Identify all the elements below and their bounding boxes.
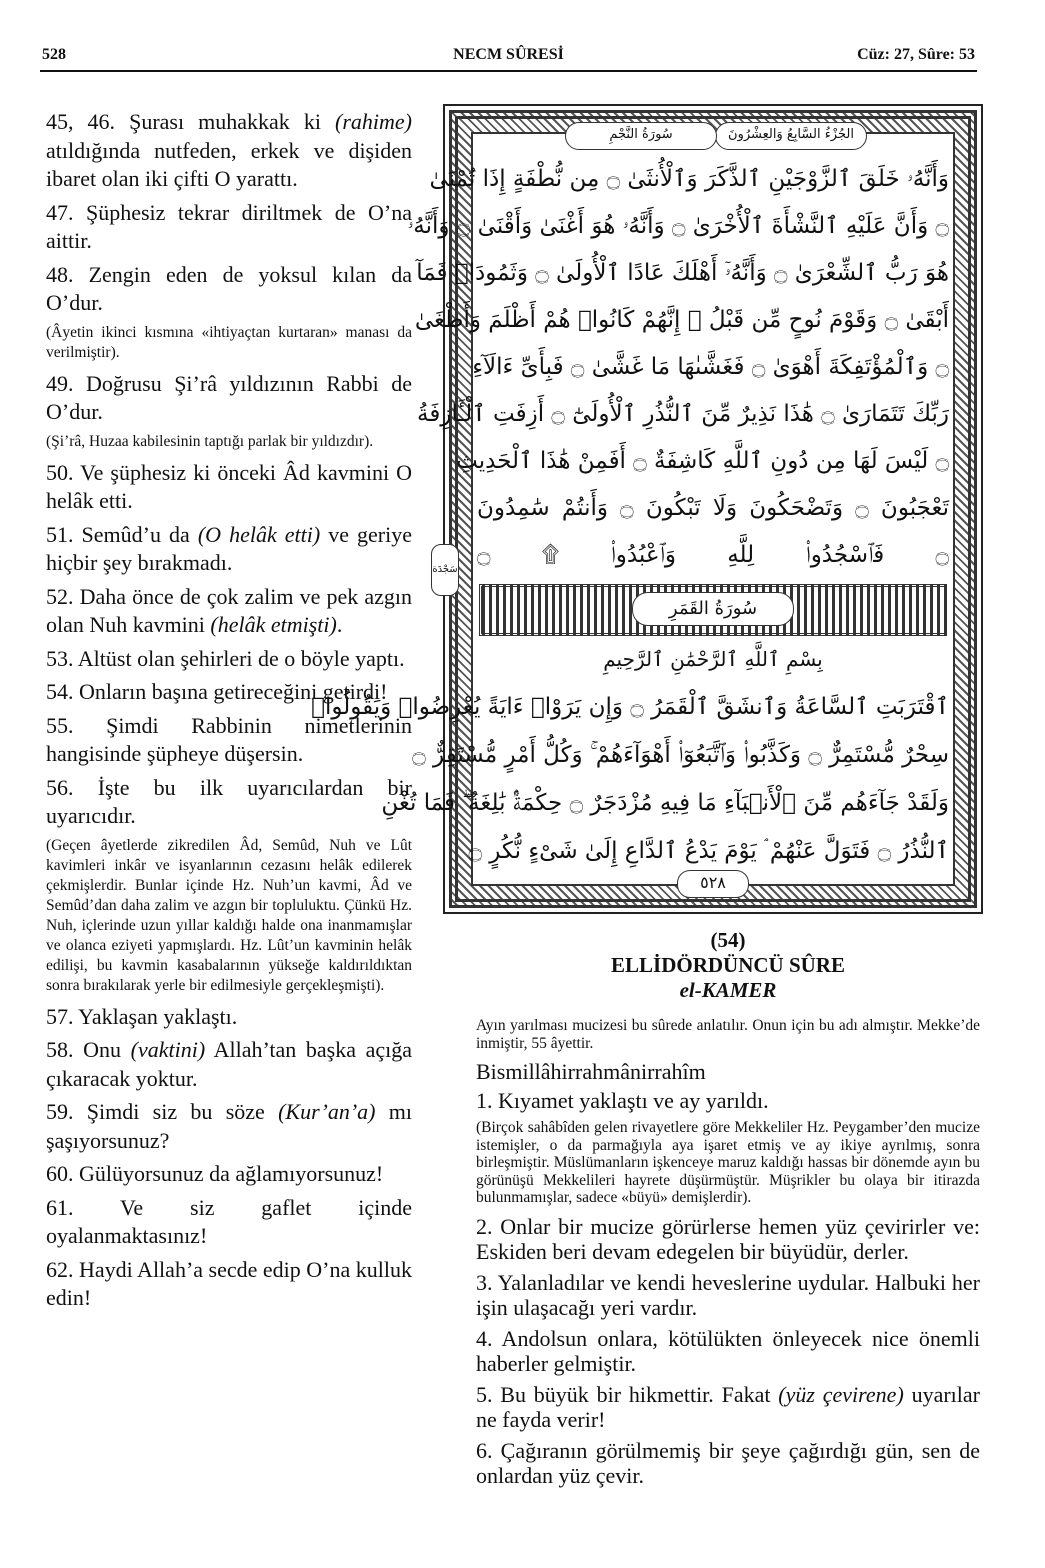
text: 51. Semûd’u da <box>46 521 198 547</box>
bismillah-arabic: بِسْمِ ٱللَّهِ ٱلرَّحْمَٰنِ ٱلرَّحِيمِ <box>603 647 823 671</box>
text: (Şi’râ, Huzaa kabilesinin taptığı parlak bir yıldızdır). <box>46 432 374 450</box>
verse <box>46 1098 412 1155</box>
verse <box>46 370 412 427</box>
text: 47. Şüphesiz tekrar diriltmek de O’na aittir. <box>46 199 412 253</box>
text: 50. Ve şüphesiz ki önceki Âd kavmini O helâk etti. <box>46 459 412 513</box>
page-header <box>40 44 977 72</box>
text: 48. Zengin eden de yoksul kılan da O’dur. <box>46 261 412 315</box>
arabic-line: هُوَ رَبُّ ٱلشِّعْرَىٰ ۝ وَأَنَّهُۥٓ أَهْلَكَ عَادًا ٱلْأُولَىٰ ۝ وَثَمُودَا۟ فَمَآ <box>416 260 949 286</box>
italic-text: (helâk etmişti) <box>210 612 337 637</box>
text: 56. İşte bu ilk uyarıcılardan bir uyarıcıdır. <box>46 774 412 828</box>
text: 59. Şimdi siz bu söze <box>46 1099 279 1124</box>
arabic-page-number: ٥٢٨ <box>677 870 749 898</box>
sura-name: ELLİDÖRDÜNCÜ SÛRE <box>611 953 845 977</box>
text: 58. Onu <box>46 1037 131 1062</box>
verse <box>46 645 412 674</box>
text: 3. Yalanladılar ve kendi heveslerine uydular. Halbuki her işin ulaşacağı yeri vardır. <box>476 1269 980 1320</box>
text: 57. Yaklaşan yaklaştı. <box>46 1003 238 1029</box>
footnote <box>46 432 412 452</box>
sura-label-arabic: سُورَةُ النَّجْمِ <box>565 122 717 150</box>
verse <box>46 1194 412 1251</box>
text: 53. Altüst olan şehirleri de o böyle yaptı. <box>46 645 405 671</box>
verse <box>46 1036 412 1093</box>
text: (Geçen âyetlerde zikredilen Âd, Semûd, Nuh ve Lût kavimleri inkâr ve isyanlarının cezasını helâk edilerek çekmişlerdir. Bunlar içinde Hz. Nuh’un kavmi, Âd ve Semûd’dan daha zalim ve azgın bir topluluktu. Çünkü Hz. Nuh, içlerinde uzun yıllar kaldığı halde ona inanmamışlar ve olanca eziyeti yapmışlardı. Hz. Lût’un kavminin helâk edilişi, bu kavmin kasabalarının yükseğe kaldırıldıktan sonra bırakılarak yerle bir edilmesiyle gerçekleşmişti). <box>46 836 412 994</box>
text: ve geriye hiçbir şey bırakmadı. <box>46 521 412 575</box>
verse <box>476 1438 980 1488</box>
text: 5. Bu büyük bir hikmettir. Fakat <box>476 1381 779 1407</box>
footnote <box>46 323 412 363</box>
footnote <box>476 1119 980 1207</box>
arabic-line: ۝ وَٱلْمُؤْتَفِكَةَ أَهْوَىٰ ۝ فَغَشَّىٰهَا مَا غَشَّىٰ ۝ فَبِأَىِّ ءَالَآءِ <box>472 354 949 380</box>
verse <box>46 774 412 831</box>
sajda-mark: سَجْدَة <box>431 544 459 596</box>
italic-text: (rahime) <box>335 109 412 134</box>
sura-arabic-name: el-KAMER <box>679 978 777 1002</box>
text: 61. Ve siz gaflet içinde oyalanmaktasınız! <box>46 1194 412 1248</box>
text: 45, 46. Şurası muhakkak ki <box>46 109 336 134</box>
juz-sura-info: Cüz: 27, Sûre: 53 <box>857 46 975 63</box>
arabic-line: ٱلنُّذُرُ ۝ فَتَوَلَّ عَنْهُمْ ۘ يَوْمَ يَدْعُ ٱلدَّاعِ إِلَىٰ شَىْءٍ نُّكُرٍ ۝ <box>468 838 949 864</box>
text: 6. Çağıranın görülmemiş bir şeye çağırdığı gün, sen de onlardan yüz çevir. <box>476 1437 980 1488</box>
text: 54. Onların başına getireceğini getirdi! <box>46 679 388 704</box>
bismillah <box>476 1059 980 1084</box>
verse <box>46 583 412 640</box>
text: 2. Onlar bir mucize görürlerse hemen yüz çevirirler ve: Eskiden beri devam edegelen bir büyüdür, derler. <box>476 1213 980 1264</box>
italic-text: (vaktini) <box>130 1037 206 1062</box>
sura-heading <box>476 928 980 1003</box>
page-number: 528 <box>42 46 66 63</box>
text: uyarılar ne fayda verir! <box>476 1381 980 1432</box>
verse <box>46 1003 412 1032</box>
footnote <box>46 836 412 996</box>
arabic-line: ۝ وَأَنَّ عَلَيْهِ ٱلنَّشْأَةَ ٱلْأُخْرَىٰ ۝ وَأَنَّهُۥ هُوَ أَغْنَىٰ وَأَقْنَىٰ ۝ وَأَنَّهُۥ <box>407 213 949 239</box>
verse <box>46 1160 412 1189</box>
italic-text: (Kur’an’a) <box>278 1099 376 1124</box>
verse <box>46 459 412 516</box>
footnote <box>476 1017 980 1052</box>
juz-label-arabic: الجُزْءُ السَّابِعُ وَالعِشْرُونَ <box>715 122 867 150</box>
arabic-line: ٱقْتَرَبَتِ ٱلسَّاعَةُ وَٱنشَقَّ ٱلْقَمَرُ ۝ وَإِن يَرَوْا۟ ءَايَةً يُعْرِضُوا۟ وَيَقُولُوا۟ <box>311 694 949 720</box>
text: . <box>336 612 343 637</box>
text: atıldığında nutfeden, erkek ve dişiden ibaret olan iki çifti O yarattı. <box>46 137 412 191</box>
verse <box>46 199 412 256</box>
arabic-line: أَبْقَىٰ ۝ وَقَوْمَ نُوحٍ مِّن قَبْلُ ۖ إِنَّهُمْ كَانُوا۟ هُمْ أَظْلَمَ وَأَطْغَىٰ <box>414 307 949 333</box>
sura-name-arabic: سُورَةُ القَمَرِ <box>632 592 794 626</box>
arabic-line: سِحْرٌ مُّسْتَمِرٌّ ۝ وَكَذَّبُوا۟ وَٱتَّبَعُوٓا۟ أَهْوَآءَهُمْ ۚ وَكُلُّ أَمْرٍ مُّسْتَقِرٌّ ۝ <box>412 742 949 768</box>
verse <box>476 1088 980 1113</box>
arabic-line: ۝ لَيْسَ لَهَا مِن دُونِ ٱللَّهِ كَاشِفَةٌ ۝ أَفَمِنْ هَٰذَا ٱلْحَدِيثِ <box>456 448 949 474</box>
text: Allah’tan başka açığa çıkaracak yoktur. <box>46 1037 413 1091</box>
text: Bismillâhirrahmânirrahîm <box>476 1059 706 1084</box>
text: 49. Doğrusu Şi’râ yıldızının Rabbi de O’dur. <box>46 370 412 424</box>
text: (Âyetin ikinci kısmına «ihtiyaçtan kurtaran» manası da verilmiştir). <box>46 323 412 361</box>
text: 55. Şimdi Rabbinin nimetlerinin hangisinde şüpheye düşersin. <box>46 712 412 766</box>
verse <box>46 1256 412 1313</box>
italic-text: (O helâk etti) <box>197 521 321 547</box>
right-column-translation <box>476 928 980 1494</box>
text: 60. Gülüyorsunuz da ağlamıyorsunuz! <box>46 1161 384 1186</box>
page-title: NECM SÛRESİ <box>453 46 564 63</box>
arabic-line: وَأَنَّهُۥ خَلَقَ ٱلزَّوْجَيْنِ ٱلذَّكَرَ وَٱلْأُنثَىٰ ۝ مِن نُّطْفَةٍ إِذَا تُمْنَىٰ <box>429 166 949 192</box>
text: (Birçok sahâbîden gelen rivayetlere göre Mekkeliler Hz. Peygamber’den mucize istemişler, o da parmağıyla aya işaret etmiş ve ay ikiye ayrılmış, sonra birleşmiştir. Müslümanların işkenceye maruz kaldığı hassas bir dönemde ayın bu görünüşü Mekkelileri hayrete düşürmüştür. Müşrikler bu olaya bir itirazda bulunmamışlar, sadece «büyü» demişlerdir). <box>476 1119 980 1206</box>
text: 62. Haydi Allah’a secde edip O’na kulluk edin! <box>46 1256 412 1310</box>
verse <box>46 108 412 194</box>
sura-banner <box>479 584 947 636</box>
sura-number: (54) <box>710 928 746 952</box>
verse <box>476 1270 980 1320</box>
arabic-line: تَعْجَبُونَ ۝ وَتَضْحَكُونَ وَلَا تَبْكُونَ ۝ وَأَنتُمْ سَٰمِدُونَ <box>477 495 949 521</box>
verse <box>476 1382 980 1432</box>
verse <box>476 1326 980 1376</box>
italic-text: (yüz çevirene) <box>778 1381 904 1407</box>
arabic-line: وَلَقَدْ جَآءَهُم مِّنَ ٱلْأَنۢبَآءِ مَا فِيهِ مُزْدَجَرٌ ۝ حِكْمَةٌۢ بَٰلِغَةٌ ۖ فَمَا تُغْنِ <box>381 790 949 816</box>
arabic-line: رَبِّكَ تَتَمَارَىٰ ۝ هَٰذَا نَذِيرٌ مِّنَ ٱلنُّذُرِ ٱلْأُولَىٰٓ ۝ أَزِفَتِ ٱلْـَٔازِفَةُ <box>417 401 949 427</box>
arabic-line: ۝ فَٱسْجُدُوا۟ لِلَّهِ وَٱعْبُدُوا۟ ۩ ۝ <box>477 542 949 568</box>
verse <box>46 261 412 318</box>
text: 1. Kıyamet yaklaştı ve ay yarıldı. <box>476 1088 769 1113</box>
verse <box>476 1214 980 1264</box>
text: Ayın yarılması mucizesi bu sûrede anlatılır. Onun için bu adı almıştır. Mekke’de inmiştir, 55 âyettir. <box>476 1017 980 1052</box>
verse <box>46 521 412 578</box>
text: mı şaşıyorsunuz? <box>46 1099 412 1153</box>
text: 4. Andolsun onlara, kötülükten önleyecek nice önemli haberler gelmiştir. <box>476 1325 980 1376</box>
text: 52. Daha önce de çok zalim ve pek azgın olan Nuh kavmini <box>46 583 412 637</box>
